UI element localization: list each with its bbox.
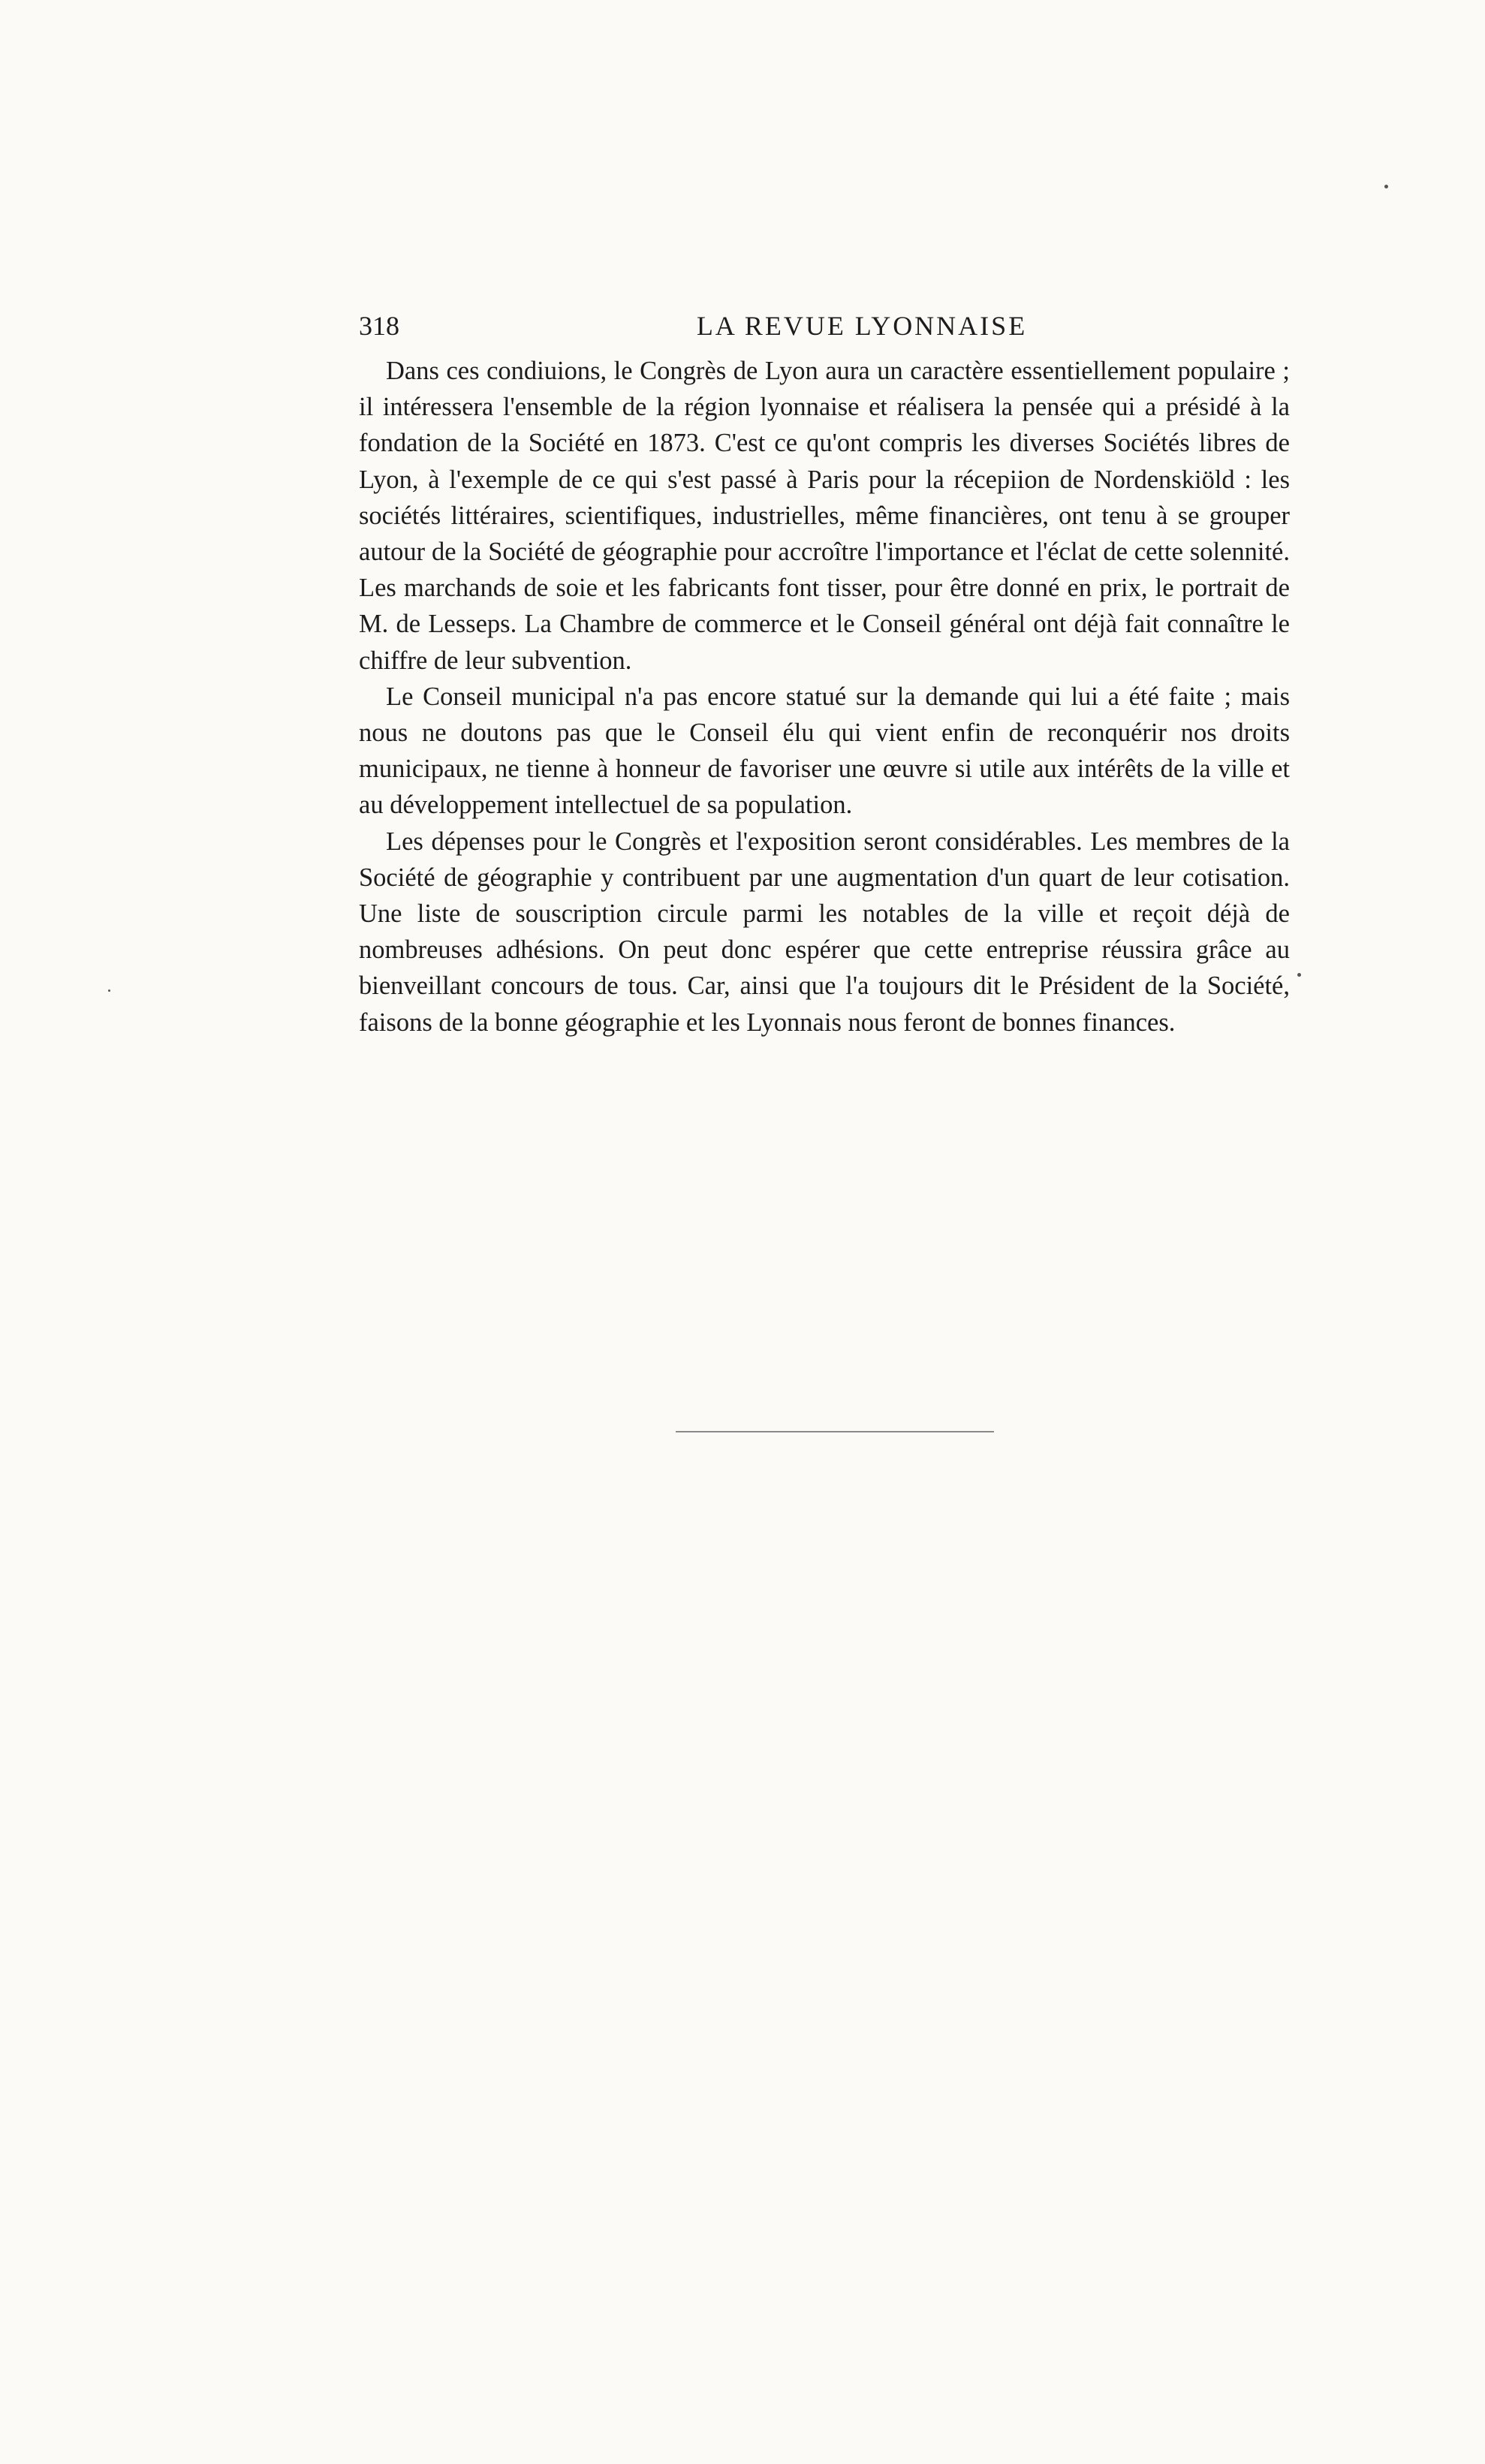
running-title: LA REVUE LYONNAISE: [696, 311, 1028, 341]
paragraph-1: Dans ces condiuions, le Congrès de Lyon aura un caractère essentiellement populaire ; il intéressera l'ensemble de la région lyonnaise et réalisera la pensée qui a présidé à la fondation de la Société en 1873. C'est ce qu'ont compris les diverses Sociétés libres de Lyon, à l'exemple de ce qui s'est passé à Paris pour la récepiion de Nordenskiöld : les sociétés littéraires, scientifiques, industrielles, même financières, ont tenu à se grouper autour de la Société de géographie pour accroître l'importance et l'éclat de cette solennité. Les marchands de soie et les fabricants font tisser, pour être donné en prix, le portrait de M. de Lesseps. La Chambre de commerce et le Conseil général ont déjà fait connaître le chiffre de leur subvention.: [359, 357, 1290, 675]
article-body: [359, 353, 1290, 1041]
paragraph-2: Le Conseil municipal n'a pas encore statué sur la demande qui lui a été faite ; mais nous ne doutons pas que le Conseil élu qui vient enfin de reconquérir nos droits municipaux, ne tienne à honneur de favoriser une œuvre si utile aux intérêts de la ville et au développement intellectuel de sa population.: [359, 682, 1290, 820]
ink-speck: [1297, 973, 1301, 977]
paragraph-3: Les dépenses pour le Congrès et l'exposition seront considérables. Les membres de la Société de géographie y contribuent par une augmentation d'un quart de leur cotisation. Une liste de souscription circule parmi les notables de la ville et reçoit déjà de nombreuses adhésions. On peut donc espérer que cette entreprise réussira grâce au bienveillant concours de tous. Car, ainsi que l'a toujours dit le Président de la Société, faisons de la bonne géographie et les Lyonnais nous feront de bonnes finances.: [359, 827, 1290, 1037]
ink-speck: [1384, 185, 1388, 188]
end-rule-divider: [676, 1431, 994, 1432]
page-number: 318: [359, 311, 399, 341]
ink-speck: [108, 990, 110, 992]
page-header: [359, 308, 1290, 344]
